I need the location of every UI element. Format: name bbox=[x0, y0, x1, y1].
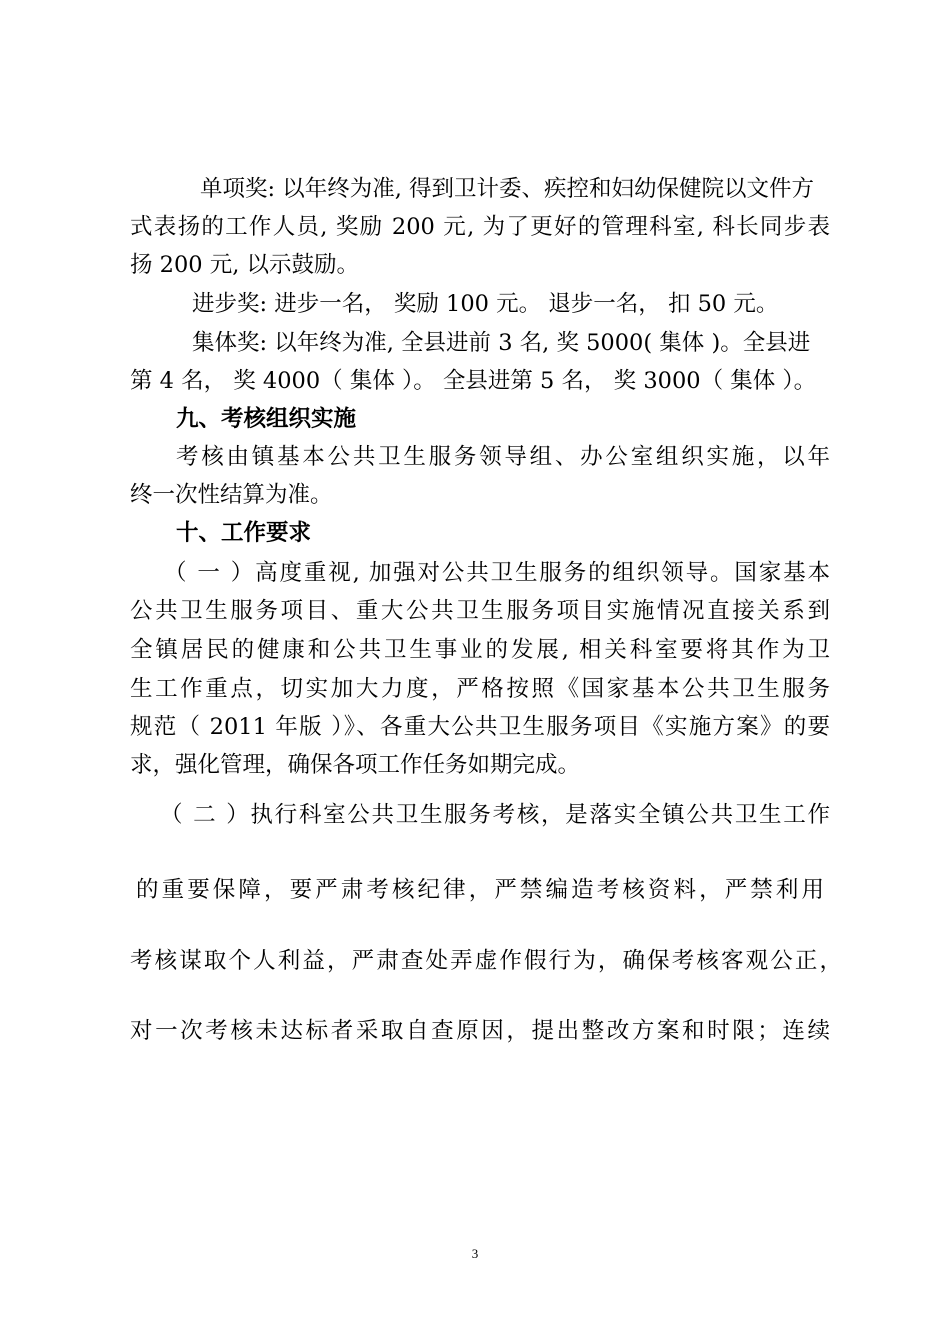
item-1-line-1: （ 一 ）高度重视, 加强对公共卫生服务的组织领导。国家基本 bbox=[164, 560, 830, 586]
item-1-line-4: 生工作重点，切实加大力度，严格按照《国家基本公共卫生服务 bbox=[130, 676, 830, 702]
group-award-line-2: 第 4 名， 奖 4000（ 集体 ）。 全县进第 5 名， 奖 3000（ 集体 ）。 bbox=[130, 368, 817, 394]
page-number: 3 bbox=[471, 1246, 479, 1261]
section-9-heading: 九、考核组织实施 bbox=[176, 406, 357, 432]
item-1-line-3: 全镇居民的健康和公共卫生事业的发展, 相关科室要将其作为卫 bbox=[130, 637, 830, 663]
item-1-line-5: 规范（ 2011 年版 ）》、各重大公共卫生服务项目《实施方案》的要 bbox=[130, 714, 830, 740]
single-award-line-2: 式表扬的工作人员, 奖励 200 元, 为了更好的管理科室, 科长同步表 bbox=[130, 214, 830, 240]
item-1-line-6: 求，强化管理，确保各项工作任务如期完成。 bbox=[130, 752, 581, 778]
progress-award-line: 进步奖: 进步一名， 奖励 100 元。 退步一名， 扣 50 元。 bbox=[192, 291, 779, 317]
item-2-line-4: 对一次考核未达标者采取自查原因，提出整改方案和时限；连续 bbox=[130, 1018, 830, 1044]
item-2-line-3: 考核谋取个人利益，严肃查处弄虚作假行为，确保考核客观公正， bbox=[130, 948, 842, 974]
item-1-line-2: 公共卫生服务项目、重大公共卫生服务项目实施情况直接关系到 bbox=[130, 598, 830, 624]
single-award-line-1: 单项奖: 以年终为准, 得到卫计委、疾控和妇幼保健院以文件方 bbox=[200, 176, 815, 202]
section-10-heading: 十、工作要求 bbox=[176, 520, 312, 546]
item-2-line-2: 的重要保障，要严肃考核纪律，严禁编造考核资料，严禁利用 bbox=[136, 877, 824, 903]
section-9-line-1: 考核由镇基本公共卫生服务领导组、办公室组织实施，以年 bbox=[176, 444, 830, 470]
group-award-line-1: 集体奖: 以年终为准, 全县进前 3 名, 奖 5000( 集体 )。全县进 bbox=[192, 330, 811, 356]
section-9-line-2: 终一次性结算为准。 bbox=[130, 482, 333, 508]
item-2-line-1: （ 二 ）执行科室公共卫生服务考核，是落实全镇公共卫生工作 bbox=[160, 802, 830, 828]
single-award-line-3: 扬 200 元, 以示鼓励。 bbox=[130, 252, 360, 278]
